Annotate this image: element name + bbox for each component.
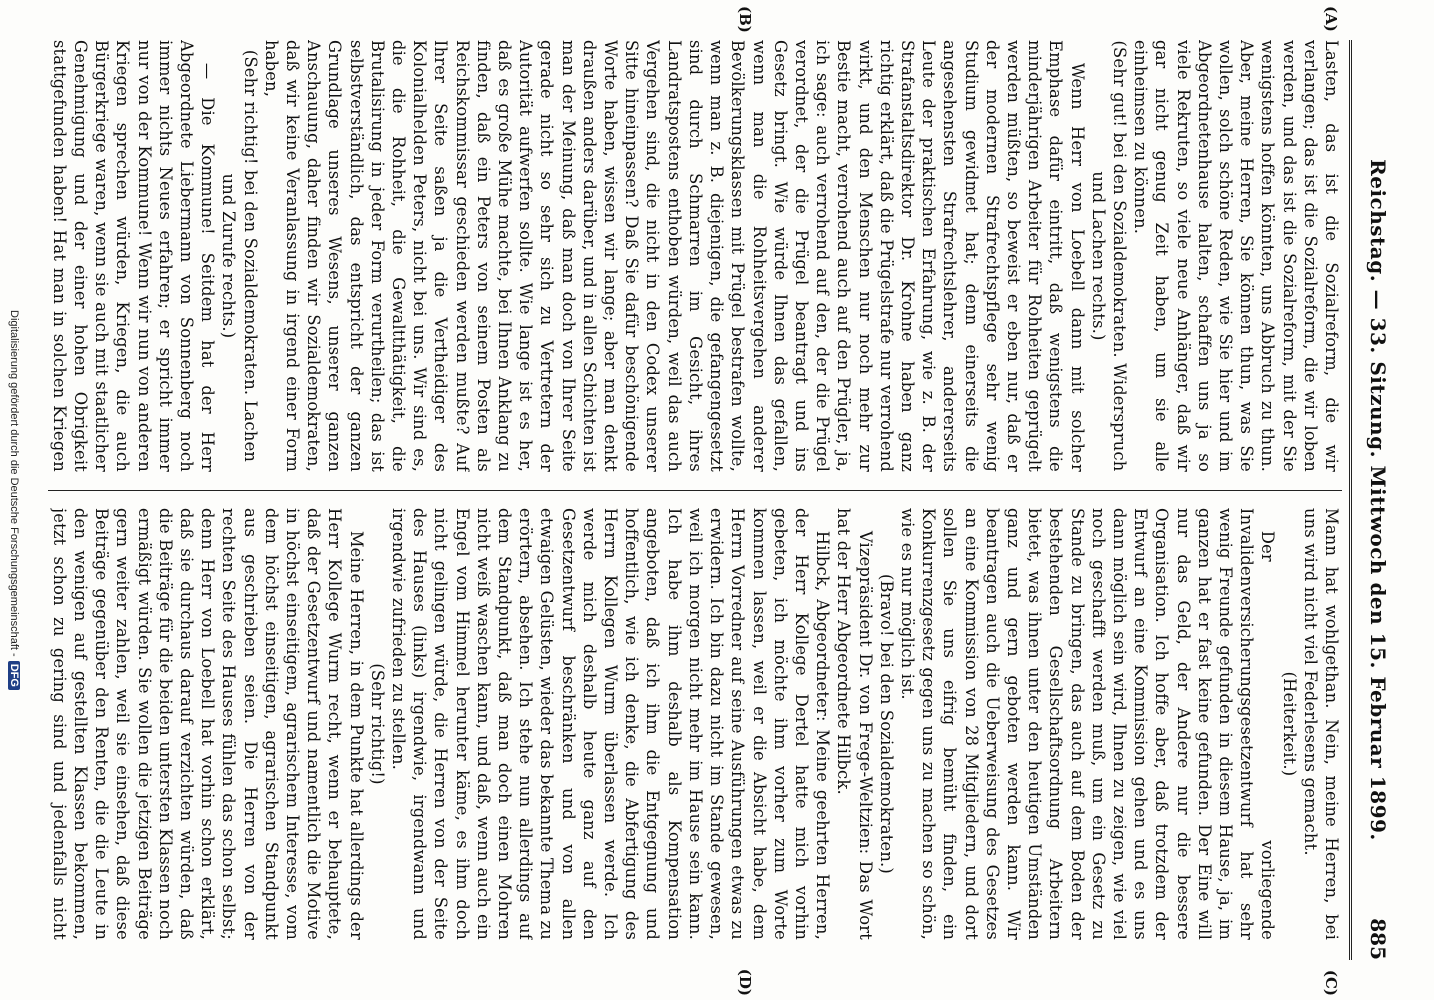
running-title: Reichstag. — 33. Sitzung. Mittwoch den 15. Februar 1899. <box>1366 159 1390 841</box>
credit-text: Digitalisierung gefördert durch die Deutsche Forschungsgemeinschaft - <box>8 310 20 657</box>
paragraph: — Die Kommune! Seitdem hat der Herr Abgeordnete Liebermann von Sonnenberg noch immer nichts Neues erfahren; er spricht immer nur von der Kommune! Wenn wir nun von anderen Kriegen sprechen würden, Kriegen, die auch Bürgerkriege waren, wenn sie auch mit staatlicher Genehmigung und der einer hohen Obrigkeit stattgefunden haben! Hat man in solchen Kriegen <box>49 40 218 472</box>
paragraph: Lasten, das ist die Sozialreform, die wir verlangen; das ist die Sozialreform, die wir loben werden, und das ist die Sozialreform, mit der Sie wenigstens hoffen könnten, uns Abbruch zu thun. Aber, meine Herren, Sie können thun, was Sie wollen, solch schöne Reden, wie Sie hier und im Abgeordnetenhause halten, schaffen uns ja so viele Rekruten, so viele neue Anhänger, daß wir gar nicht genug Zeit haben, um sie alle einheimsen zu können. <box>1131 40 1341 472</box>
digitization-credit <box>8 0 20 1000</box>
interjection: (Sehr richtig! bei den Sozialdemokraten. Lachen und Zurufe rechts.) <box>219 49 260 463</box>
paragraph: Wenn Herr von Loebell dann mit solcher Emphase dafür eintritt, daß wenigstens die minderjährigen Arbeiter für Rohheiten geprügelt werden müßten, so beweist er eben nur, daß er der modernen Strafrechtspflege sehr wenig Studium gewidmet hat; denn einerseits die angesehensten Strafrechtslehrer, andererseits Leute der praktischen Erfahrung, wie z. B. der Strafanstaltsdirektor Dr. Krohne haben ganz richtig erklärt, daß die Prügelstrafe nur verrohend wirkt, und den Menschen nur noch mehr zur Bestie macht, verrohend auch auf den Prügler, ja, ich sage: auch verrohend auf den, der die Prügel verordnet, der die Prügel beantragt und ins Gesetz bringt. Wie würde Ihnen das gefallen, wenn man die Rohheitsvergehen anderer Bevölkerungsklassen mit Prügel bestrafen wollte, wenn man z. B. diejenigen, die gefangengesetzt sind durch Schmarren im Gesicht, ihres Landratspostens enthoben würden, weil das auch Vergehen sind, die nicht in den Codex unserer Sitte hineinpassen? Daß Sie dafür beschönigende Worte haben, wissen wir lange; aber man denkt draußen anders darüber, und in allen Schichten ist man der Meinung, daß man doch von Ihrer Seite gerade nicht so sehr sich zu Vertretern der Autorität aufwerfen sollte. Wie lange ist es her, daß es große Mühe machte, bei Ihnen Anklang zu finden, daß ein Peters von seinem Posten als Reichskommissar geschieden werden mußte? Auf Ihrer Seite saßen ja die Vertheidiger des Kolonialhelden Peters, nicht bei uns. Wir sind es, die die Rohheit, die Gewaltthätigkeit, die Brutalisirung in jeder Form verurtheilen; das ist selbstverständlich, das entspricht der ganzen Grundlage unseres Wesens, unserer ganzen Anschauung, daher finden wir Sozialdemokraten, daß wir keine Veranlassung in irgend einer Form haben, <box>261 40 1087 472</box>
paragraph: Der vorliegende Invalidenversicherungsgesetzentwurf hat sehr wenig Freunde gefunden in diesem Hause, ja, im ganzen hat er fast keine gefunden. Der Eine will nur das Geld, der Andere nur die bessere Organisation. Ich hoffe aber, daß trotzdem der Entwurf an eine Kommission gehen und es uns dann möglich sein wird, Ihnen zu zeigen, wie viel noch geschafft werden muß, um ein Gesetz zu Stande zu bringen, das auch auf dem Boden der bestehenden Gesellschaftsordnung Arbeitern bietet, was ihnen unter den heutigen Umständen ganz und gern geboten werden kann. Wir beantragen auch die Ueberweisung des Gesetzes an eine Kommission von 28 Mitgliedern, und dort sollen Sie uns eifrig bemüht finden, ein Konkurrenzgesetz gegen uns zu machen so schön, wie es nur möglich ist. <box>897 508 1278 940</box>
page-number: 885 <box>1366 918 1390 960</box>
paragraph: Meine Herren, in dem Punkte hat allerdings der Herr Kollege Wurm recht, wenn er behauptete, daß der Gesetzentwurf und namentlich die Motive in höchst einseitigem, agrarischem Interesse, vom dem höchst einseitigen, agrarischen Standpunkt aus geschrieben seien. Die Herren von der rechten Seite des Hauses fühlen das schon selbst; denn Herr von Loebell hat vorhin schon erklärt, daß sie durchaus darauf verzichten würden, daß die Beiträge für die beiden untersten Klassen noch ermäßigt würden. Sie wollen die jetzigen Beiträge gern weiter zahlen, weil sie einsehen, daß diese Beiträge gegenüber den Renten, die die Leute in den wenigen auf gestellten Klassen bekommen, jetzt schon zu gering sind und jedenfalls nicht <box>49 508 366 940</box>
speaker-paragraph: Vizepräsident Dr. von Frege-Weltzien: Das Wort hat der Herr Abgeordnete Hilbck. <box>834 508 875 940</box>
margin-marker-d: (D) <box>736 968 754 996</box>
interjection: (Sehr richtig!) <box>367 663 387 785</box>
right-column <box>48 508 1342 940</box>
paragraph: Mann hat wohlgethan. Nein, meine Herren, bei uns wird nicht viel Federlesens gemacht. <box>1300 508 1341 940</box>
left-column <box>48 40 1342 472</box>
running-header <box>1358 40 1394 960</box>
interjection: (Sehr gut! bei den Sozialdemokraten. Widerspruch und Lachen rechts.) <box>1088 40 1129 472</box>
interjection: (Heiterkeit.) <box>1279 671 1299 777</box>
margin-marker-c: (C) <box>1322 969 1340 996</box>
margin-marker-b: (B) <box>736 6 754 33</box>
speaker-paragraph: Hilbck, Abgeordneter: Meine geehrten Herren, der Herr Kollege Dertel hatte mich vorhin gebeten, ich möchte ihm vorher zum Worte kommen lassen, weil er die Absicht habe, dem Herrn Vorredner auf seine Ausführungen etwas zu erwidern. Ich bin dazu nicht im Stande gewesen, weil ich morgen nicht mehr im Hause sein kann. Ich habe ihm deshalb als Kompensation angeboten, daß ich ihm die Entgegnung und hoffentlich, wie ich denke, die Abfertigung des Herrn Kollegen Wurm überlassen werde. Ich werde mich deshalb heute ganz auf den Gesetzentwurf beschränken und von allen etwaigen Gelüsten, wieder das bekannte Thema zu erörtern, absehen. Ich stehe nun allerdings auf dem Standpunkt, daß man doch einen Mohren nicht weiß waschen kann, und daß, wenn auch ein Engel vom Himmel herunter käme, es ihm doch nicht gelingen würde, die Herren von der Seite des Hauses (links) irgendwie, irgendwann und irgendwie zufrieden zu stellen. <box>389 508 833 940</box>
dfg-logo: DFG <box>8 661 20 690</box>
margin-marker-a: (A) <box>1322 6 1340 32</box>
header-rule <box>1349 40 1352 960</box>
column-divider <box>48 490 1342 491</box>
interjection: (Bravo! bei den Sozialdemokraten.) <box>876 574 896 874</box>
